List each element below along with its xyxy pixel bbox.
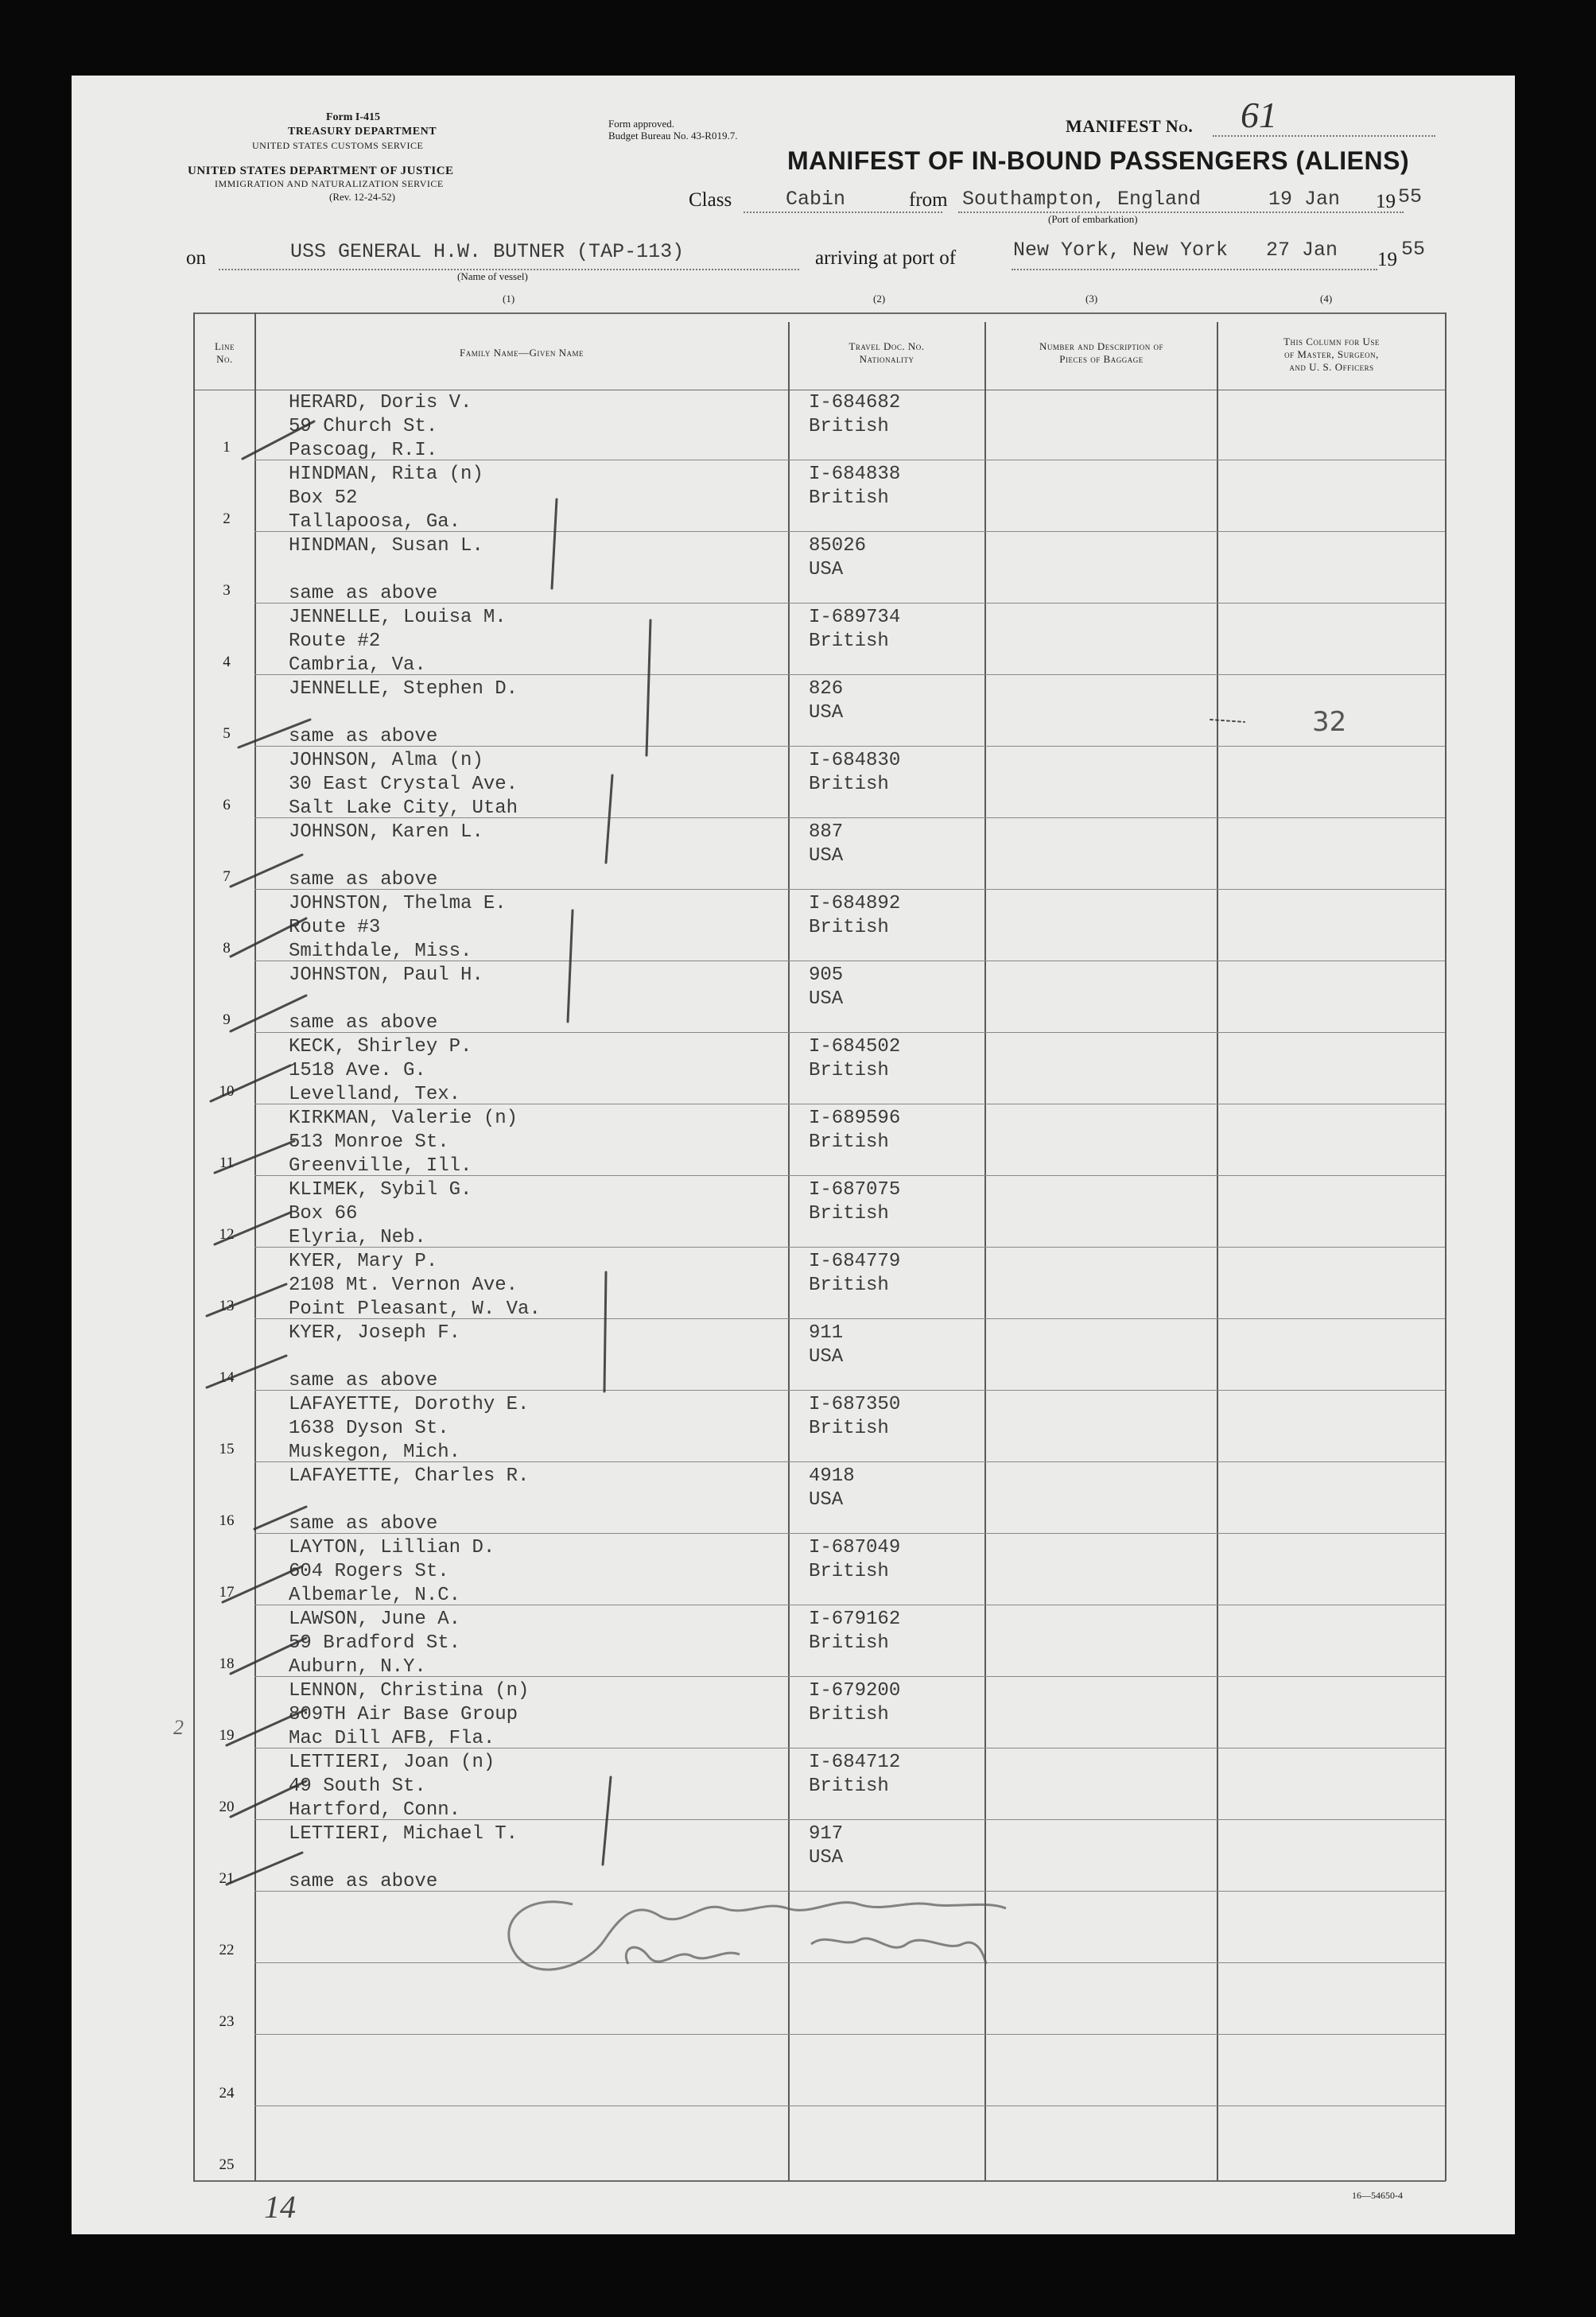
arrival-date: 27 Jan (1266, 239, 1338, 262)
passenger-name: JOHNSON, Karen L. (289, 821, 483, 843)
passenger-address: Greenville, Ill. (289, 1155, 472, 1177)
from-value: Southampton, England (962, 188, 1202, 211)
travel-doc-number: I-687350 (809, 1394, 901, 1415)
passenger-address: same as above (289, 1370, 438, 1391)
header-officers: This Column for Use of Master, Surgeon, and U. S. Officers (1283, 336, 1380, 373)
passenger-name: JOHNSTON, Paul H. (289, 964, 483, 986)
nationality: British (809, 917, 889, 938)
passenger-address: Salt Lake City, Utah (289, 798, 518, 819)
nationality: British (809, 1275, 889, 1296)
nationality: British (809, 1561, 889, 1582)
nationality: British (809, 487, 889, 509)
travel-doc-number: I-684838 (809, 464, 901, 485)
passenger-address: Route #2 (289, 631, 381, 652)
passenger-address: Tallapoosa, Ga. (289, 511, 461, 533)
travel-doc-number: 826 (809, 678, 844, 700)
travel-doc-number: 905 (809, 964, 844, 986)
passenger-address: same as above (289, 1513, 438, 1535)
passenger-name: LAYTON, Lillian D. (289, 1537, 495, 1558)
line-number: 25 (219, 2156, 235, 2173)
on-label: on (186, 247, 206, 269)
nationality: USA (809, 1489, 844, 1511)
line-number: 8 (223, 940, 231, 957)
passenger-address: Smithdale, Miss. (289, 941, 472, 962)
passenger-address: 30 East Crystal Ave. (289, 774, 518, 795)
nationality: USA (809, 988, 844, 1010)
travel-doc-number: I-689734 (809, 607, 901, 628)
passenger-address: Pascoag, R.I. (289, 440, 438, 461)
passenger-name: LAFAYETTE, Charles R. (289, 1465, 530, 1487)
travel-doc-number: I-687049 (809, 1537, 901, 1558)
passenger-address: 59 Church St. (289, 416, 438, 437)
passenger-name: LAFAYETTE, Dorothy E. (289, 1394, 530, 1415)
passenger-address: Route #3 (289, 917, 381, 938)
nationality: USA (809, 1847, 844, 1869)
col-num-3: (3) (1085, 293, 1098, 305)
travel-doc-number: I-689596 (809, 1108, 901, 1129)
header-family-name: Family Name—Given Name (460, 347, 584, 359)
line-number: 18 (219, 1655, 235, 1672)
passenger-address: 1518 Ave. G. (289, 1060, 426, 1081)
margin-note: 14 (264, 2189, 296, 2225)
arrival-port: New York, New York (1013, 239, 1229, 262)
passenger-address: Point Pleasant, W. Va. (289, 1298, 541, 1320)
nationality: British (809, 631, 889, 652)
passenger-name: LETTIERI, Joan (n) (289, 1752, 495, 1773)
passenger-name: JENNELLE, Louisa M. (289, 607, 507, 628)
passenger-name: JENNELLE, Stephen D. (289, 678, 518, 700)
passenger-address: same as above (289, 726, 438, 747)
line-number: 19 (219, 1727, 235, 1744)
col3-mark: 32 (1312, 706, 1347, 738)
passenger-address: same as above (289, 869, 438, 891)
class-value: Cabin (786, 188, 846, 211)
form-approved: Form approved. (608, 118, 675, 130)
passenger-name: KLIMEK, Sybil G. (289, 1179, 472, 1201)
port-embark-label: (Port of embarkation) (1048, 213, 1138, 225)
col-num-2: (2) (873, 293, 886, 305)
passenger-address: same as above (289, 1871, 438, 1892)
travel-doc-number: I-684892 (809, 893, 901, 914)
line-number: 10 (219, 1083, 235, 1100)
header-travel-doc: Travel Doc. No. Nationality (848, 340, 925, 365)
line-number: 5 (223, 725, 231, 742)
departure-date: 19 Jan (1268, 188, 1341, 211)
passenger-name: LENNON, Christina (n) (289, 1680, 530, 1702)
travel-doc-number: I-684502 (809, 1036, 901, 1058)
line-number: 4 (223, 654, 231, 670)
vessel-label: (Name of vessel) (457, 270, 528, 282)
travel-doc-number: I-679200 (809, 1680, 901, 1702)
arriving-label: arriving at port of (815, 247, 957, 269)
passenger-address: 49 South St. (289, 1776, 426, 1797)
passenger-address: same as above (289, 1012, 438, 1034)
nationality: British (809, 1704, 889, 1725)
line-number: 6 (223, 797, 231, 813)
customs-service: UNITED STATES CUSTOMS SERVICE (252, 140, 424, 151)
passenger-address: Levelland, Tex. (289, 1084, 461, 1105)
passenger-address: 59 Bradford St. (289, 1632, 461, 1654)
year-prefix: 19 (1376, 191, 1396, 212)
line-number: 15 (219, 1441, 235, 1457)
passenger-name: HERARD, Doris V. (289, 392, 472, 413)
nationality: British (809, 774, 889, 795)
col-num-1: (1) (503, 293, 515, 305)
travel-doc-number: I-687075 (809, 1179, 901, 1201)
passenger-name: KYER, Mary P. (289, 1251, 438, 1272)
form-number: Form I-415 (326, 111, 381, 123)
nationality: USA (809, 702, 844, 724)
travel-doc-number: 85026 (809, 535, 867, 557)
travel-doc-number: I-679162 (809, 1609, 901, 1630)
line-number: 2 (223, 510, 231, 527)
revision: (Rev. 12-24-52) (329, 191, 395, 203)
line-number: 20 (219, 1799, 235, 1815)
col-num-4: (4) (1320, 293, 1333, 305)
vessel-name: USS GENERAL H.W. BUTNER (TAP-113) (290, 240, 685, 263)
passenger-address: Albemarle, N.C. (289, 1585, 461, 1606)
header-line-no: Line No. (215, 340, 235, 365)
line-number: 1 (223, 439, 231, 456)
passenger-address: 2108 Mt. Vernon Ave. (289, 1275, 518, 1296)
year-suffix: 55 (1398, 185, 1423, 208)
passenger-name: HINDMAN, Susan L. (289, 535, 483, 557)
passenger-address: Mac Dill AFB, Fla. (289, 1728, 495, 1749)
line-number: 24 (219, 2085, 235, 2102)
travel-doc-number: I-684779 (809, 1251, 901, 1272)
side-mark: 2 (173, 1716, 184, 1739)
nationality: British (809, 1418, 889, 1439)
travel-doc-number: I-684712 (809, 1752, 901, 1773)
travel-doc-number: I-684830 (809, 750, 901, 771)
passenger-address: Cambria, Va. (289, 654, 426, 676)
line-number: 23 (219, 2013, 235, 2030)
line-number: 13 (219, 1298, 235, 1314)
nationality: British (809, 1131, 889, 1153)
travel-doc-number: 917 (809, 1823, 844, 1845)
passenger-address: Box 66 (289, 1203, 358, 1224)
class-label: Class (689, 189, 732, 211)
signature (891, 1900, 895, 1901)
header-baggage: Number and Description of Pieces of Baggage (1039, 340, 1164, 365)
passenger-name: KYER, Joseph F. (289, 1322, 461, 1344)
line-number: 21 (219, 1870, 235, 1887)
travel-doc-number: 4918 (809, 1465, 855, 1487)
arrival-year-suffix: 55 (1401, 238, 1426, 261)
page-title: MANIFEST OF IN-BOUND PASSENGERS (ALIENS) (787, 146, 1410, 175)
passenger-address: 604 Rogers St. (289, 1561, 449, 1582)
nationality: USA (809, 1346, 844, 1368)
ins-label: IMMIGRATION AND NATURALIZATION SERVICE (215, 178, 444, 189)
manifest-no-label: MANIFEST No. (1066, 116, 1194, 136)
passenger-address: 513 Monroe St. (289, 1131, 449, 1153)
arrival-year-prefix: 19 (1377, 249, 1397, 270)
line-number: 11 (219, 1155, 235, 1171)
line-number: 17 (219, 1584, 235, 1601)
passenger-address: Muskegon, Mich. (289, 1442, 461, 1463)
nationality: British (809, 1632, 889, 1654)
passenger-name: KECK, Shirley P. (289, 1036, 472, 1058)
passenger-name: KIRKMAN, Valerie (n) (289, 1108, 518, 1129)
line-number: 9 (223, 1011, 231, 1028)
passenger-address: 1638 Dyson St. (289, 1418, 449, 1439)
travel-doc-number: 911 (809, 1322, 844, 1344)
nationality: USA (809, 559, 844, 580)
line-number: 7 (223, 868, 231, 885)
passenger-address: Hartford, Conn. (289, 1799, 461, 1821)
manifest-no-value: 61 (1241, 95, 1277, 135)
footer-code: 16—54650-4 (1352, 2190, 1403, 2201)
passenger-address: Box 52 (289, 487, 358, 509)
budget-bureau: Budget Bureau No. 43-R019.7. (608, 130, 738, 142)
nationality: British (809, 1776, 889, 1797)
treasury-dept: TREASURY DEPARTMENT (288, 126, 437, 138)
passenger-address: Elyria, Neb. (289, 1227, 426, 1248)
nationality: British (809, 1203, 889, 1224)
passenger-name: JOHNSON, Alma (n) (289, 750, 483, 771)
passenger-name: JOHNSTON, Thelma E. (289, 893, 507, 914)
travel-doc-number: I-684682 (809, 392, 901, 413)
passenger-address: Auburn, N.Y. (289, 1656, 426, 1678)
line-number: 22 (219, 1942, 235, 1958)
from-label: from (909, 189, 948, 211)
passenger-name: LAWSON, June A. (289, 1609, 461, 1630)
passenger-address: same as above (289, 583, 438, 604)
passenger-name: HINDMAN, Rita (n) (289, 464, 483, 485)
justice-dept: UNITED STATES DEPARTMENT OF JUSTICE (188, 165, 454, 177)
line-number: 14 (219, 1369, 235, 1386)
nationality: British (809, 416, 889, 437)
nationality: USA (809, 845, 844, 867)
line-number: 3 (223, 582, 231, 599)
passenger-address: 809TH Air Base Group (289, 1704, 518, 1725)
passenger-name: LETTIERI, Michael T. (289, 1823, 518, 1845)
nationality: British (809, 1060, 889, 1081)
line-number: 16 (219, 1512, 235, 1529)
travel-doc-number: 887 (809, 821, 844, 843)
line-number: 12 (219, 1226, 235, 1243)
